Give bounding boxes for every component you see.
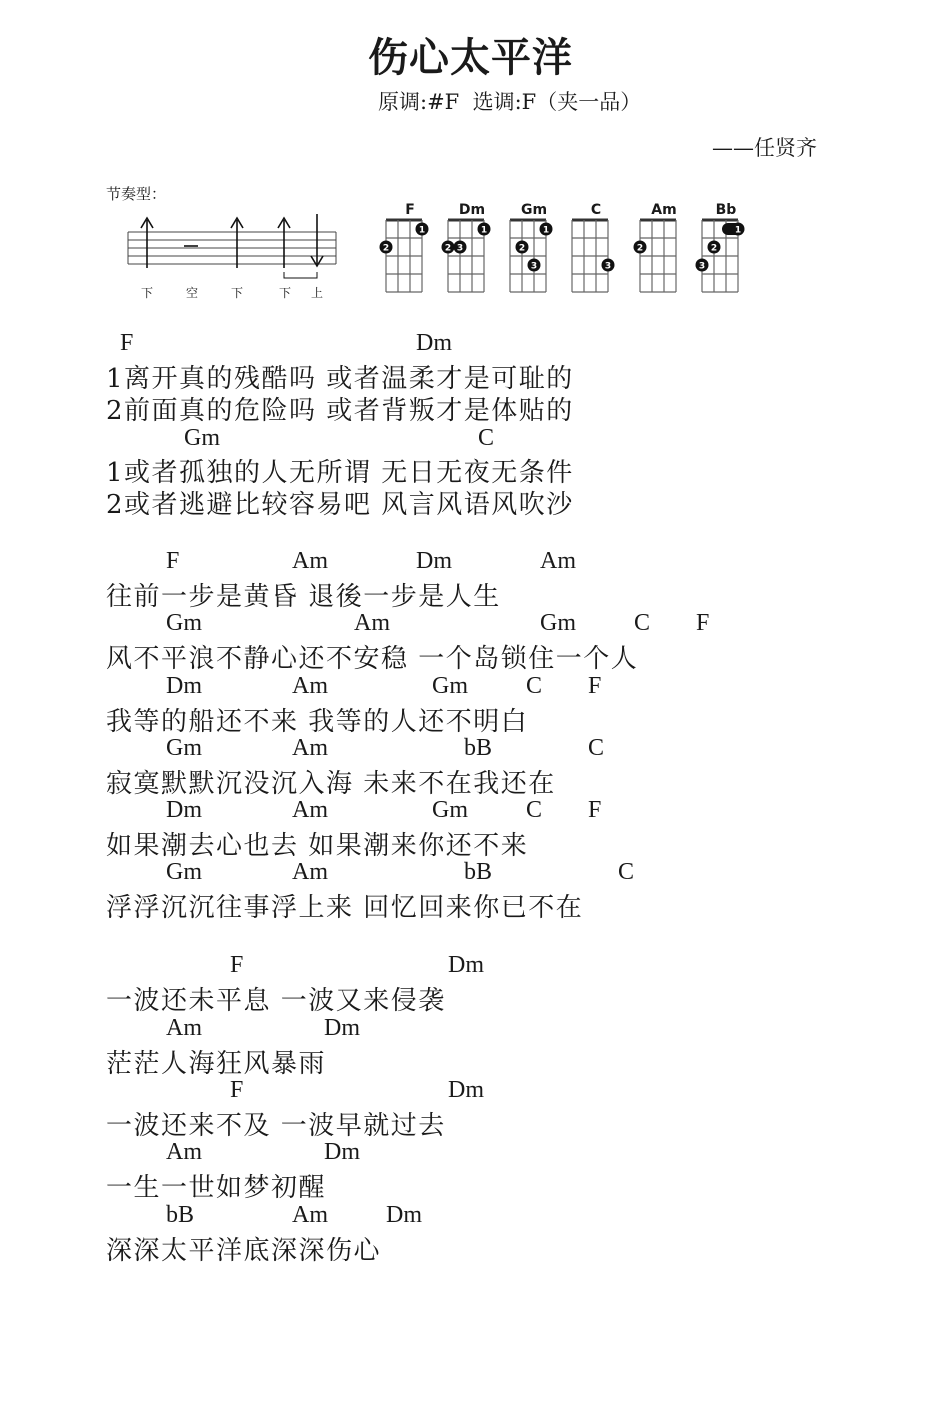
chord-label: Gm xyxy=(166,859,202,885)
chord-label: F xyxy=(230,1077,244,1103)
chord-label: Am xyxy=(166,1015,202,1041)
chord-diagram xyxy=(696,220,745,292)
lyric-line: 我等的船还不来 我等的人还不明白 xyxy=(106,707,529,737)
chord-label: Dm xyxy=(386,1202,422,1228)
chord-label: Am xyxy=(292,673,328,699)
chord-name: F xyxy=(405,202,415,218)
chord-label: Am xyxy=(540,548,576,574)
lyric-line: 2前面真的危险吗 或者背叛才是体贴的 xyxy=(106,396,574,426)
finger-number: 2 xyxy=(636,243,644,254)
lyric-line: 茫茫人海狂风暴雨 xyxy=(106,1049,327,1079)
chord-label: C xyxy=(478,425,495,451)
stroke-label: 下 xyxy=(279,286,292,300)
chord-label: Dm xyxy=(448,1077,484,1103)
chord-label: F xyxy=(588,673,602,699)
chord-label: Gm xyxy=(166,610,202,636)
chord-label: C xyxy=(634,610,651,636)
lyric-line: 风不平浪不静心还不安稳 一个岛锁住一个人 xyxy=(106,644,639,674)
chord-label: Am xyxy=(292,735,328,761)
finger-number: 1 xyxy=(734,225,742,236)
chord-name: Am xyxy=(651,202,677,218)
chord-label: F xyxy=(166,548,180,574)
lyric-line: 一生一世如梦初醒 xyxy=(106,1173,327,1203)
key-info: 原调:#F 选调:F（夹一品） xyxy=(378,90,642,114)
finger-number: 1 xyxy=(480,225,488,236)
artist: ——任贤齐 xyxy=(712,136,817,160)
chord-label: Gm xyxy=(432,673,468,699)
finger-number: 1 xyxy=(418,225,426,236)
finger-number: 3 xyxy=(456,243,464,254)
finger-number: 3 xyxy=(530,261,538,272)
stroke-label: 下 xyxy=(141,286,154,300)
chord-label: Dm xyxy=(324,1015,360,1041)
chord-label: C xyxy=(588,735,605,761)
finger-number: 2 xyxy=(382,243,390,254)
finger-number: 2 xyxy=(518,243,526,254)
chord-diagram xyxy=(634,220,677,292)
chord-diagram xyxy=(572,220,615,292)
lyric-line: 一波还未平息 一波又来侵袭 xyxy=(106,986,446,1016)
chord-label: F xyxy=(588,797,602,823)
chord-label: Dm xyxy=(166,797,202,823)
chord-label: Dm xyxy=(166,673,202,699)
chord-label: Dm xyxy=(324,1139,360,1165)
chord-label: Gm xyxy=(432,797,468,823)
chord-label: Am xyxy=(292,797,328,823)
rhythm-label: 节奏型： xyxy=(106,185,167,203)
chord-label: Am xyxy=(292,859,328,885)
lyric-line: 1离开真的残酷吗 或者温柔才是可耻的 xyxy=(106,364,574,394)
chord-label: bB xyxy=(464,735,493,761)
chord-label: bB xyxy=(166,1202,195,1228)
chord-name: Dm xyxy=(458,202,486,218)
chord-diagram xyxy=(442,220,491,292)
lyric-line: 一波还来不及 一波早就过去 xyxy=(106,1111,446,1141)
lyric-line: 深深太平洋底深深伤心 xyxy=(106,1236,382,1266)
chord-label: Gm xyxy=(166,735,202,761)
lyric-line: 浮浮沉沉往事浮上来 回忆回来你已不在 xyxy=(106,893,584,923)
chord-label: F xyxy=(120,330,134,356)
chord-label: F xyxy=(230,952,244,978)
chord-label: Dm xyxy=(416,330,452,356)
song-title: 伤心太平洋 xyxy=(368,34,573,81)
chord-label: Am xyxy=(292,548,328,574)
chord-label: bB xyxy=(464,859,493,885)
finger-number: 2 xyxy=(710,243,718,254)
lyric-line: 2或者逃避比较容易吧 风言风语风吹沙 xyxy=(106,490,574,520)
chord-name: Bb xyxy=(715,202,737,218)
stroke-label: 空 xyxy=(186,286,199,300)
lyric-line: 往前一步是黄昏 退後一步是人生 xyxy=(106,582,501,612)
finger-number: 3 xyxy=(698,261,706,272)
finger-number: 3 xyxy=(604,261,612,272)
finger-number: 2 xyxy=(444,243,452,254)
chord-diagram xyxy=(510,220,553,292)
chord-label: Am xyxy=(292,1202,328,1228)
lyric-line: 1或者孤独的人无所谓 无日无夜无条件 xyxy=(106,458,574,488)
stroke-label: 下 xyxy=(231,286,244,300)
chord-name: Gm xyxy=(520,202,548,218)
chord-label: C xyxy=(526,797,543,823)
chord-label: C xyxy=(618,859,635,885)
finger-number: 1 xyxy=(542,225,550,236)
lyric-line: 如果潮去心也去 如果潮来你还不来 xyxy=(106,831,529,861)
chord-label: C xyxy=(526,673,543,699)
chord-label: Dm xyxy=(416,548,452,574)
chord-label: Gm xyxy=(184,425,220,451)
chord-label: Am xyxy=(166,1139,202,1165)
chord-label: Am xyxy=(354,610,390,636)
stroke-label: 上 xyxy=(311,286,324,300)
chord-label: Gm xyxy=(540,610,576,636)
chord-name: C xyxy=(590,202,602,218)
chord-label: F xyxy=(696,610,710,636)
chord-label: Dm xyxy=(448,952,484,978)
lyric-line: 寂寞默默沉没沉入海 未来不在我还在 xyxy=(106,769,556,799)
chord-diagram xyxy=(380,220,429,292)
